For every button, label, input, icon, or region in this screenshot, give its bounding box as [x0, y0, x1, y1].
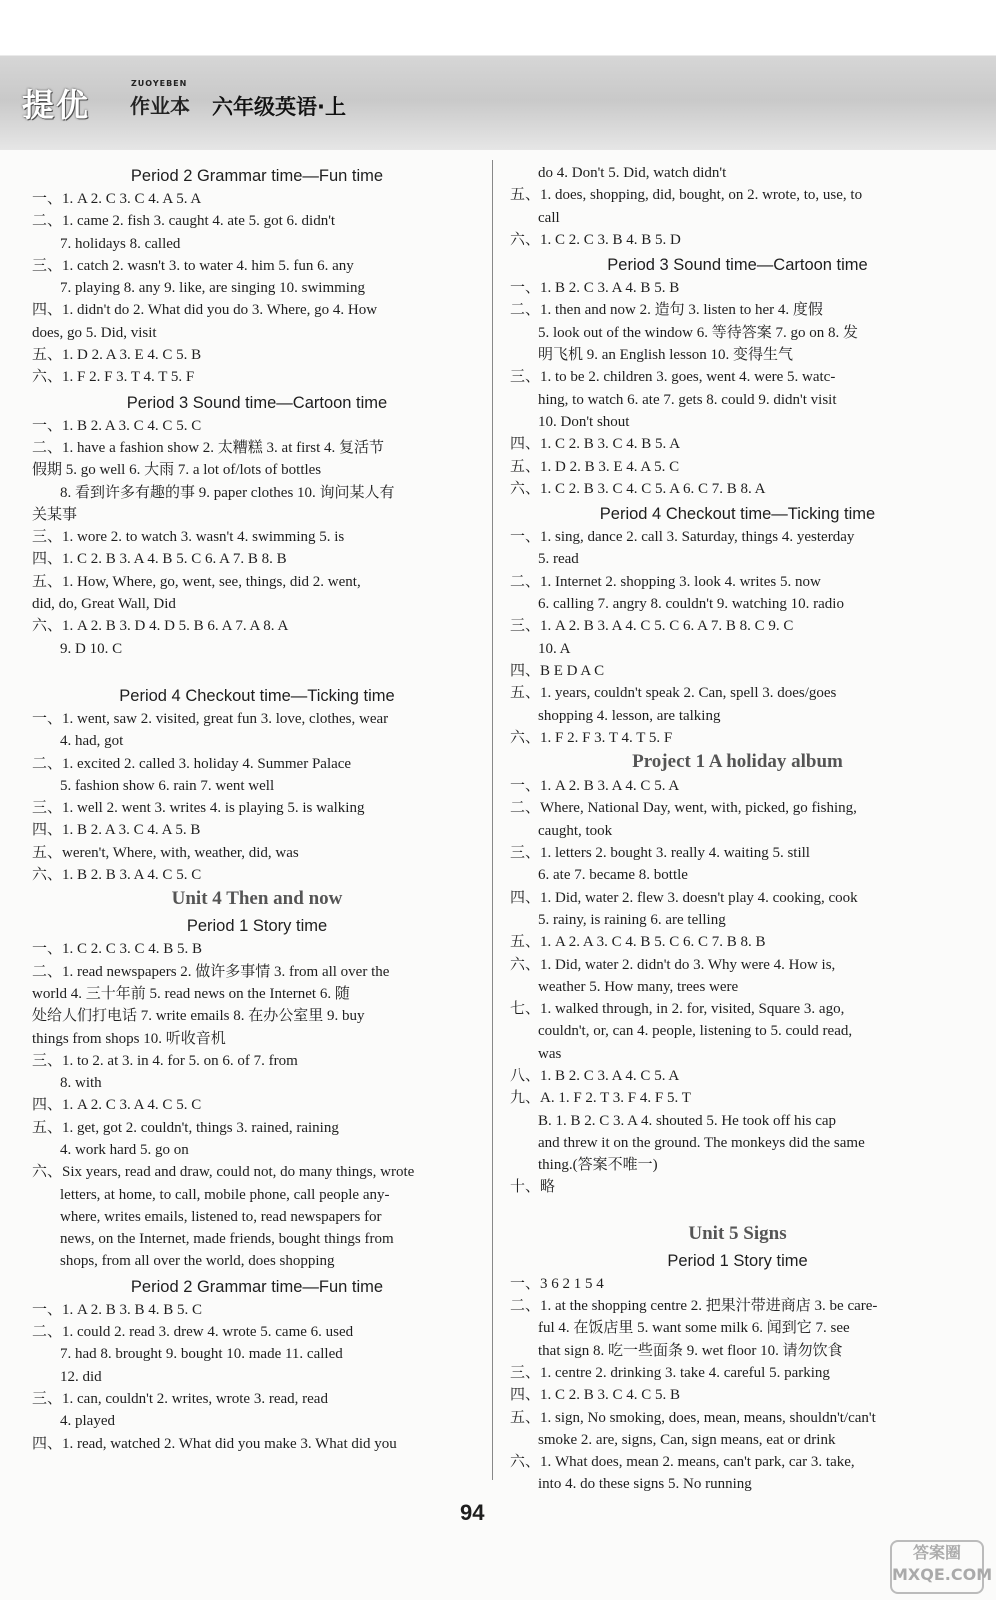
header-banner	[0, 0, 996, 150]
answer-line: 5. fashion show 6. rain 7. went well	[60, 777, 275, 794]
answer-line: 六、1. F 2. F 3. T 4. T 5. F	[510, 729, 673, 746]
answer-line: 二、1. could 2. read 3. drew 4. wrote 5. came 6. used	[32, 1324, 354, 1341]
spacer	[32, 660, 482, 682]
answer-line: 10. Don't shout	[538, 413, 630, 430]
answer-line: 七、1. walked through, in 2. for, visited, Square 3. ago,	[510, 1001, 845, 1018]
answer-line: 二、1. at the shopping centre 2. 把果汁带进商店 3. be care-	[510, 1298, 878, 1315]
answer-line: 一、3 6 2 1 5 4	[510, 1275, 604, 1292]
answer-line: into 4. do these signs 5. No running	[538, 1476, 752, 1493]
answer-line: was	[538, 1045, 562, 1062]
answer-line: couldn't, or, can 4. people, listening to 5. could read,	[538, 1023, 853, 1040]
answer-line: 四、B E D A C	[510, 662, 605, 679]
unit-heading: Unit 5 Signs	[688, 1222, 787, 1244]
answer-line: 一、1. A 2. B 3. B 4. B 5. C	[32, 1301, 203, 1318]
answer-line: 二、1. came 2. fish 3. caught 4. ate 5. got 6. didn't	[32, 213, 336, 230]
answer-line: 六、1. C 2. B 3. C 4. C 5. A 6. C 7. B 8. A	[510, 480, 766, 497]
answer-line: 二、1. then and now 2. 造句 3. listen to her 4. 度假	[510, 302, 823, 319]
answer-line: 二、Where, National Day, went, with, picked, go fishing,	[510, 800, 857, 817]
page-number: 94	[460, 1500, 485, 1525]
answer-line: weather 5. How many, trees were	[538, 978, 739, 995]
answer-line: 五、1. years, couldn't speak 2. Can, spell 3. does/goes	[510, 685, 837, 702]
column-divider	[492, 160, 493, 1480]
answer-line: 一、1. A 2. C 3. C 4. A 5. A	[32, 191, 202, 207]
answer-line: 四、1. read, watched 2. What did you make 3. What did you	[32, 1435, 397, 1452]
answer-line: 三、1. to 2. at 3. in 4. for 5. on 6. of 7. from	[32, 1052, 298, 1069]
answer-line: 一、1. B 2. A 3. C 4. C 5. C	[32, 417, 202, 434]
answer-line: ful 4. 在饭店里 5. want some milk 6. 闻到它 7. see	[538, 1320, 850, 1337]
answer-line: 一、1. C 2. C 3. C 4. B 5. B	[32, 941, 203, 958]
answer-line: 关某事	[32, 506, 78, 523]
answer-line: do 4. Don't 5. Did, watch didn't	[538, 165, 727, 181]
period-heading: Period 4 Checkout time—Ticking time	[119, 686, 395, 705]
answer-line: 三、1. catch 2. wasn't 3. to water 4. him 5. fun 6. any	[32, 257, 354, 274]
answer-line: 三、1. letters 2. bought 3. really 4. waiting 5. still	[510, 845, 810, 862]
period-heading: Period 2 Grammar time—Fun time	[130, 167, 384, 185]
answer-line: 六、1. Did, water 2. didn't do 3. Why were 4. How is,	[510, 956, 836, 973]
answer-line: 三、1. well 2. went 3. writes 4. is playing 5. is walking	[32, 800, 365, 817]
answer-line: 三、1. wore 2. to watch 3. wasn't 4. swimming 5. is	[32, 529, 345, 546]
answer-line: 7. playing 8. any 9. like, are singing 10. swimming	[60, 280, 365, 297]
answer-line: 10. A	[538, 640, 571, 657]
answer-line: 6. ate 7. became 8. bottle	[538, 867, 688, 884]
answer-line: 一、1. A 2. B 3. A 4. C 5. A	[510, 778, 680, 795]
answer-line: shopping 4. lesson, are talking	[538, 707, 721, 724]
answer-line: 八、1. B 2. C 3. A 4. C 5. A	[510, 1067, 680, 1084]
answer-line: call	[538, 209, 560, 226]
answer-line: 四、1. C 2. B 3. C 4. C 5. B	[510, 1387, 681, 1404]
answer-line: 六、Six years, read and draw, could not, do many things, wrote	[32, 1164, 415, 1181]
period-heading: Period 1 Story time	[667, 1251, 808, 1270]
answer-line: 假期 5. go well 6. 大雨 7. a lot of/lots of bottles	[32, 462, 322, 479]
answer-line: 四、1. Did, water 2. flew 3. doesn't play 4. cooking, cook	[510, 889, 858, 906]
answer-line: 三、1. centre 2. drinking 3. take 4. careful 5. parking	[510, 1364, 830, 1381]
answer-line: hing, to watch 6. ate 7. gets 8. could 9. didn't visit	[538, 391, 837, 408]
answer-line: 五、1. How, Where, go, went, see, things, did 2. went,	[32, 573, 361, 590]
answer-line: 四、1. didn't do 2. What did you do 3. Where, go 4. How	[32, 302, 378, 319]
answer-column-left	[32, 162, 482, 1455]
answer-line: 五、1. D 2. B 3. E 4. A 5. C	[510, 458, 680, 475]
answer-line: 二、1. have a fashion show 2. 太糟糕 3. at first 4. 复活节	[32, 439, 385, 456]
answer-line: news, on the Internet, made friends, bought things from	[60, 1231, 394, 1248]
answer-line: world 4. 三十年前 5. read news on the Internet 6. 随	[32, 985, 350, 1002]
answer-line: shops, from all over the world, does shopping	[60, 1253, 335, 1270]
answer-line: 五、1. sign, No smoking, does, mean, means, shouldn't/can't	[510, 1409, 876, 1426]
answer-line: 五、1. get, got 2. couldn't, things 3. rained, raining	[32, 1119, 339, 1136]
answer-line: did, do, Great Wall, Did	[32, 596, 176, 613]
unit-heading: Project 1 A holiday album	[632, 751, 843, 773]
answer-line: 8. with	[60, 1075, 102, 1092]
answer-line: 5. read	[538, 551, 579, 568]
answer-line: 二、1. Internet 2. shopping 3. look 4. writes 5. now	[510, 573, 821, 590]
answer-line: does, go 5. Did, visit	[32, 324, 157, 341]
answer-line: 五、1. A 2. A 3. C 4. B 5. C 6. C 7. B 8. B	[510, 934, 766, 951]
answer-line: smoke 2. are, signs, Can, sign means, eat or drink	[538, 1431, 836, 1448]
answer-line: 8. 看到许多有趣的事 9. paper clothes 10. 询问某人有	[60, 484, 395, 501]
answer-line: 4. work hard 5. go on	[60, 1141, 189, 1158]
answer-line: 5. look out of the window 6. 等待答案 7. go on 8. 发	[538, 324, 858, 341]
period-heading: Period 3 Sound time—Cartoon time	[607, 256, 868, 275]
logo-sub: 作业本	[130, 94, 190, 118]
period-heading: Period 3 Sound time—Cartoon time	[126, 393, 388, 412]
answer-line: B. 1. B 2. C 3. A 4. shouted 5. He took off his cap	[538, 1112, 837, 1129]
answer-line: 6. calling 7. angry 8. couldn't 9. watching 10. radio	[538, 596, 844, 613]
answer-line: 5. rainy, is raining 6. are telling	[538, 911, 726, 928]
answer-line: 六、1. B 2. B 3. A 4. C 5. C	[32, 867, 202, 884]
watermark-logo: 答案圈 MXQE.COM	[890, 1540, 984, 1594]
answer-line: 六、1. F 2. F 3. T 4. T 5. F	[32, 369, 195, 386]
answer-line: 4. had, got	[60, 733, 124, 750]
answer-line: 四、1. B 2. A 3. C 4. A 5. B	[32, 822, 201, 839]
answer-column-right	[510, 162, 965, 1496]
answer-line: 五、1. D 2. A 3. E 4. C 5. B	[32, 347, 202, 364]
answer-line: 四、1. A 2. C 3. A 4. C 5. C	[32, 1097, 202, 1114]
period-heading: Period 4 Checkout time—Ticking time	[599, 505, 876, 524]
answer-line: where, writes emails, listened to, read newspapers for	[60, 1208, 382, 1225]
answer-line: caught, took	[538, 822, 613, 839]
answer-line: 9. D 10. C	[60, 640, 123, 657]
answer-line: 7. holidays 8. called	[60, 235, 181, 252]
answer-line: 四、1. C 2. B 3. A 4. B 5. C 6. A 7. B 8. B	[32, 551, 287, 568]
answer-line: 六、1. C 2. C 3. B 4. B 5. D	[510, 231, 681, 248]
answer-line: 二、1. read newspapers 2. 做许多事情 3. from all over the	[32, 963, 390, 980]
spacer	[510, 1199, 965, 1221]
answer-line: 九、A. 1. F 2. T 3. F 4. F 5. T	[510, 1090, 691, 1107]
answer-line: 十、略	[510, 1179, 556, 1196]
answer-line: 四、1. C 2. B 3. C 4. B 5. A	[510, 436, 681, 453]
answer-line: 12. did	[60, 1368, 102, 1385]
answer-line: things from shops 10. 听收音机	[32, 1030, 226, 1047]
answer-line: 明飞机 9. an English lesson 10. 变得生气	[538, 347, 793, 364]
answer-line: 三、1. A 2. B 3. A 4. C 5. C 6. A 7. B 8. C 9. C	[510, 618, 794, 635]
logo-main: 提优	[22, 86, 91, 124]
answer-line: 五、1. does, shopping, did, bought, on 2. wrote, to, use, to	[510, 187, 863, 204]
answer-line: 一、1. B 2. C 3. A 4. B 5. B	[510, 280, 680, 297]
answer-line: 五、weren't, Where, with, weather, did, was	[32, 844, 299, 861]
period-heading: Period 2 Grammar time—Fun time	[130, 1277, 384, 1296]
answer-line: that sign 8. 吃一些面条 9. wet floor 10. 请勿饮食	[538, 1342, 843, 1359]
answer-line: 三、1. can, couldn't 2. writes, wrote 3. read, read	[32, 1390, 328, 1407]
book-title: 六年级英语·上	[212, 95, 346, 119]
answer-line: 三、1. to be 2. children 3. goes, went 4. were 5. watc-	[510, 369, 836, 386]
answer-line: 一、1. went, saw 2. visited, great fun 3. love, clothes, wear	[32, 710, 389, 727]
unit-heading: Unit 4 Then and now	[171, 888, 343, 910]
period-heading: Period 1 Story time	[186, 917, 328, 936]
answer-line: letters, at home, to call, mobile phone, call people any-	[60, 1186, 390, 1203]
answer-line: 4. played	[60, 1413, 115, 1430]
answer-line: 六、1. A 2. B 3. D 4. D 5. B 6. A 7. A 8. A	[32, 618, 289, 635]
answer-line: 一、1. sing, dance 2. call 3. Saturday, things 4. yesterday	[510, 529, 855, 546]
logo-pinyin: ZUOYEBEN	[131, 79, 188, 88]
answer-line: 二、1. excited 2. called 3. holiday 4. Summer Palace	[32, 755, 352, 772]
answer-line: thing.(答案不唯一)	[538, 1157, 658, 1174]
answer-line: 7. had 8. brought 9. bought 10. made 11. called	[60, 1346, 343, 1363]
answer-line: 处给人们打电话 7. write emails 8. 在办公室里 9. buy	[32, 1008, 365, 1025]
answer-line: and threw it on the ground. The monkeys did the same	[538, 1134, 865, 1151]
answer-line: 六、1. What does, mean 2. means, can't park, car 3. take,	[510, 1454, 855, 1471]
